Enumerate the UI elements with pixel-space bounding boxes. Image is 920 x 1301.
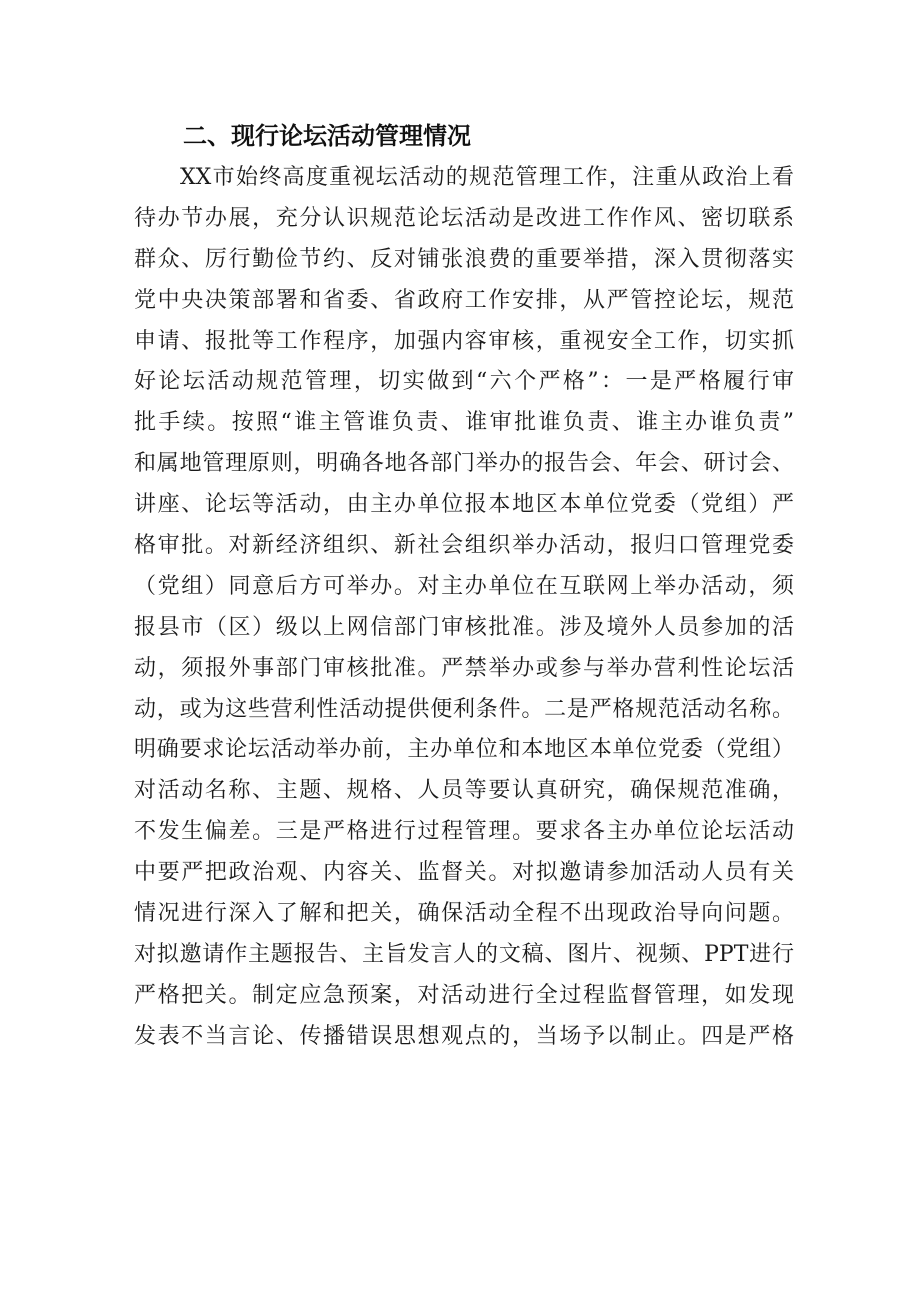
paragraph-line: 党中央决策部署和省委、省政府工作安排，从严管控论坛，规范: [134, 287, 794, 313]
paragraph-line: 严格把关。制定应急预案，对活动进行全过程监督管理，如发现: [134, 982, 794, 1008]
paragraph-line: 批手续。按照“谁主管谁负责、谁审批谁负责、谁主办谁负责”: [134, 410, 794, 436]
paragraph-line: 中要严把政治观、内容关、监督关。对拟邀请参加活动人员有关: [134, 860, 794, 886]
paragraph-line: 不发生偏差。三是严格进行过程管理。要求各主办单位论坛活动: [134, 819, 794, 845]
paragraph-line: 讲座、论坛等活动，由主办单位报本地区本单位党委（党组）严: [134, 492, 794, 518]
paragraph-line: 和属地管理原则，明确各地各部门举办的报告会、年会、研讨会、: [134, 451, 794, 477]
body-paragraph: [134, 158, 794, 1058]
section-heading: 二、现行论坛活动管理情况: [183, 122, 471, 150]
paragraph-line: 好论坛活动规范管理，切实做到“六个严格”：一是严格履行审: [134, 369, 794, 395]
paragraph-line: 对拟邀请作主题报告、主旨发言人的文稿、图片、视频、PPT进行: [134, 941, 794, 967]
paragraph-line: 动，须报外事部门审核批准。严禁举办或参与举办营利性论坛活: [134, 655, 794, 681]
paragraph-line: 情况进行深入了解和把关，确保活动全程不出现政治导向问题。: [134, 901, 794, 927]
paragraph-line: （党组）同意后方可举办。对主办单位在互联网上举办活动，须: [134, 573, 794, 599]
paragraph-line: 动，或为这些营利性活动提供便利条件。二是严格规范活动名称。: [134, 696, 794, 722]
paragraph-line: 群众、厉行勤俭节约、反对铺张浪费的重要举措，深入贯彻落实: [134, 246, 794, 272]
paragraph-line: 报县市（区）级以上网信部门审核批准。涉及境外人员参加的活: [134, 614, 794, 640]
paragraph-line: 发表不当言论、传播错误思想观点的，当场予以制止。四是严格: [134, 1023, 794, 1049]
paragraph-line: 明确要求论坛活动举办前，主办单位和本地区本单位党委（党组）: [134, 737, 794, 763]
paragraph-line: 对活动名称、主题、规格、人员等要认真研究，确保规范准确，: [134, 778, 794, 804]
paragraph-line: 待办节办展，充分认识规范论坛活动是改进工作作风、密切联系: [134, 205, 794, 231]
paragraph-line: 格审批。对新经济组织、新社会组织举办活动，报归口管理党委: [134, 533, 794, 559]
paragraph-line: XX市始终高度重视坛活动的规范管理工作，注重从政治上看: [180, 165, 794, 190]
paragraph-line: 申请、报批等工作程序，加强内容审核，重视安全工作，切实抓: [134, 328, 794, 354]
